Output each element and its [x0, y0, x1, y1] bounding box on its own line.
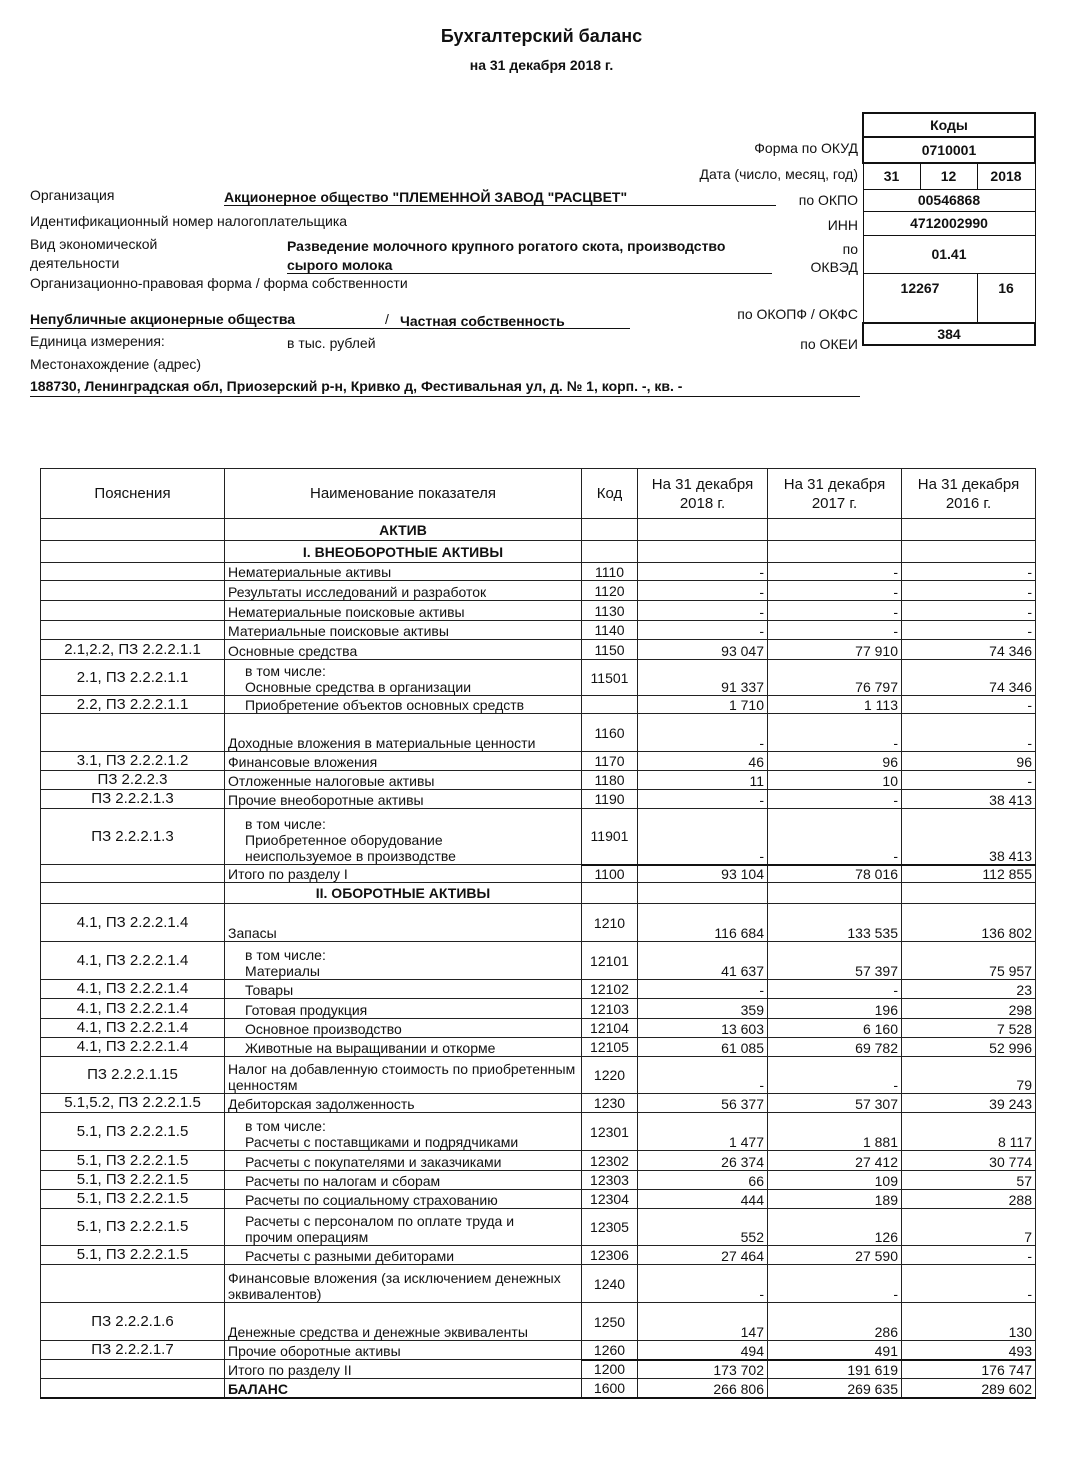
date-month: 12: [920, 163, 977, 189]
table-row: [41, 1057, 1036, 1094]
row-empty-cell: [902, 541, 1036, 563]
value-2018: 56 377: [638, 1094, 768, 1113]
row-explanation: 4.1, ПЗ 2.2.2.1.4: [41, 980, 225, 999]
table-row: [41, 771, 1036, 790]
balance-table-body: [41, 519, 1036, 1398]
row-name: Финансовые вложения: [225, 752, 582, 771]
row-name: Расчеты по социальному страхованию: [225, 1190, 582, 1209]
row-name: Итого по разделу I: [225, 865, 582, 883]
value-2017: 6 160: [768, 1019, 902, 1038]
table-row: [41, 1379, 1036, 1398]
table-row: [41, 904, 1036, 942]
row-code: 1160: [582, 714, 638, 752]
row-code: 1600: [582, 1379, 638, 1398]
activity-label-2: деятельности: [30, 255, 120, 271]
value-2016: 176 747: [902, 1360, 1036, 1379]
row-name: Нематериальные активы: [225, 563, 582, 581]
value-2016: 23: [902, 980, 1036, 999]
value-2018: 552: [638, 1209, 768, 1246]
value-2017: 96: [768, 752, 902, 771]
row-explanation: 2.1,2.2, ПЗ 2.2.2.1.1: [41, 640, 225, 660]
row-name: Дебиторская задолженность: [225, 1094, 582, 1113]
row-empty-cell: [902, 883, 1036, 904]
row-name: Запасы: [225, 904, 582, 942]
okopf-label: по ОКОПФ / ОКФС: [737, 306, 858, 322]
table-row: [41, 1151, 1036, 1171]
section-row: [41, 519, 1036, 541]
okved-code: 01.41: [863, 235, 1035, 273]
value-2017: -: [768, 563, 902, 581]
row-code: [582, 696, 638, 714]
table-row: [41, 1360, 1036, 1379]
okei-code: 384: [863, 323, 1035, 345]
value-2017: 1 881: [768, 1113, 902, 1151]
row-code: 1220: [582, 1057, 638, 1094]
value-2018: -: [638, 980, 768, 999]
value-2016: -: [902, 714, 1036, 752]
row-explanation: [41, 601, 225, 621]
row-empty-cell: [768, 541, 902, 563]
value-2017: 57 307: [768, 1094, 902, 1113]
value-2016: 38 413: [902, 790, 1036, 809]
value-2016: -: [902, 1265, 1036, 1303]
row-code: 12303: [582, 1171, 638, 1190]
row-name: в том числе: Приобретенное оборудование неиспользуемое в производстве: [225, 809, 582, 865]
value-2018: 66: [638, 1171, 768, 1190]
row-empty-cell: [582, 541, 638, 563]
value-2016: 288: [902, 1190, 1036, 1209]
value-2018: 147: [638, 1303, 768, 1341]
row-code: 1110: [582, 563, 638, 581]
row-code: 1130: [582, 601, 638, 621]
row-empty-cell: [638, 519, 768, 541]
row-explanation: [41, 581, 225, 601]
table-row: [41, 660, 1036, 696]
org-label: Организация: [30, 187, 115, 203]
value-2016: 52 996: [902, 1038, 1036, 1057]
row-name: Расчеты с персоналом по оплате труда и прочим операциям: [225, 1209, 582, 1246]
value-2018: 41 637: [638, 942, 768, 980]
table-row: [41, 980, 1036, 999]
address-label: Местонахождение (адрес): [30, 356, 202, 372]
row-code: 1230: [582, 1094, 638, 1113]
value-2018: -: [638, 809, 768, 865]
value-2018: 266 806: [638, 1379, 768, 1398]
row-name: Налог на добавленную стоимость по приобретенным ценностям: [225, 1057, 582, 1094]
value-2016: -: [902, 621, 1036, 640]
row-explanation: 4.1, ПЗ 2.2.2.1.4: [41, 942, 225, 980]
value-2018: -: [638, 1265, 768, 1303]
activity-line-1: Разведение молочного крупного рогатого скота, производство: [287, 238, 726, 254]
value-2017: -: [768, 980, 902, 999]
value-2017: 10: [768, 771, 902, 790]
row-explanation: 3.1, ПЗ 2.2.2.1.2: [41, 752, 225, 771]
row-empty-cell: [902, 519, 1036, 541]
row-explanation: [41, 1265, 225, 1303]
value-2018: -: [638, 563, 768, 581]
value-2016: 30 774: [902, 1151, 1036, 1171]
row-code: 1200: [582, 1360, 638, 1379]
value-2018: -: [638, 714, 768, 752]
row-explanation: ПЗ 2.2.2.3: [41, 771, 225, 790]
header-2018: На 31 декабря 2018 г.: [638, 469, 768, 519]
row-explanation: [41, 621, 225, 640]
row-code: 11501: [582, 660, 638, 696]
table-row: [41, 696, 1036, 714]
row-name: Прочие внеоборотные активы: [225, 790, 582, 809]
unit-label: Единица измерения:: [30, 333, 165, 349]
row-code: 1210: [582, 904, 638, 942]
row-explanation: [41, 1379, 225, 1398]
legal-form: Непубличные акционерные общества: [30, 311, 296, 327]
okopf-code: 12267: [863, 273, 977, 323]
value-2017: 191 619: [768, 1360, 902, 1379]
value-2016: -: [902, 1246, 1036, 1265]
row-empty-cell: [768, 519, 902, 541]
row-explanation: [41, 519, 225, 541]
row-code: 11901: [582, 809, 638, 865]
table-row: [41, 865, 1036, 883]
assets-heading: АКТИВ: [225, 519, 582, 541]
row-name: Готовая продукция: [225, 999, 582, 1019]
okpo-label: по ОКПО: [798, 192, 858, 208]
table-row: [41, 1019, 1036, 1038]
section-row: [41, 883, 1036, 904]
row-name: Животные на выращивании и откорме: [225, 1038, 582, 1057]
table-row: [41, 942, 1036, 980]
value-2018: 359: [638, 999, 768, 1019]
row-explanation: [41, 865, 225, 883]
row-name: Доходные вложения в материальные ценности: [225, 714, 582, 752]
table-row: [41, 621, 1036, 640]
value-2017: -: [768, 790, 902, 809]
header-2016: На 31 декабря 2016 г.: [902, 469, 1036, 519]
value-2016: 39 243: [902, 1094, 1036, 1113]
row-code: 12301: [582, 1113, 638, 1151]
value-2017: 133 535: [768, 904, 902, 942]
value-2018: 494: [638, 1341, 768, 1360]
row-explanation: [41, 1360, 225, 1379]
legal-form-separator: /: [385, 311, 389, 327]
section-heading: I. ВНЕОБОРОТНЫЕ АКТИВЫ: [225, 541, 582, 563]
row-code: 12103: [582, 999, 638, 1019]
row-code: 12105: [582, 1038, 638, 1057]
value-2017: 126: [768, 1209, 902, 1246]
okpo-code: 00546868: [863, 189, 1035, 211]
value-2017: -: [768, 581, 902, 601]
row-name: Нематериальные поисковые активы: [225, 601, 582, 621]
row-code: 1170: [582, 752, 638, 771]
value-2016: 8 117: [902, 1113, 1036, 1151]
row-empty-cell: [768, 883, 902, 904]
table-row: [41, 1303, 1036, 1341]
value-2017: 27 412: [768, 1151, 902, 1171]
row-code: 1140: [582, 621, 638, 640]
date-label: Дата (число, месяц, год): [699, 166, 858, 182]
okud-code: 0710001: [863, 137, 1035, 163]
row-explanation: [41, 563, 225, 581]
table-row: [41, 1171, 1036, 1190]
row-explanation: ПЗ 2.2.2.1.6: [41, 1303, 225, 1341]
table-row: [41, 1094, 1036, 1113]
row-name: Прочие оборотные активы: [225, 1341, 582, 1360]
row-explanation: ПЗ 2.2.2.1.15: [41, 1057, 225, 1094]
okei-label: по ОКЕИ: [800, 336, 858, 352]
section-row: [41, 541, 1036, 563]
header-explanations: Пояснения: [41, 469, 225, 519]
row-name: Денежные средства и денежные эквиваленты: [225, 1303, 582, 1341]
value-2018: 26 374: [638, 1151, 768, 1171]
value-2016: 7: [902, 1209, 1036, 1246]
row-explanation: 2.2, ПЗ 2.2.2.1.1: [41, 696, 225, 714]
value-2017: -: [768, 1057, 902, 1094]
value-2017: 1 113: [768, 696, 902, 714]
row-explanation: 4.1, ПЗ 2.2.2.1.4: [41, 1038, 225, 1057]
row-name: в том числе: Расчеты с поставщиками и подрядчиками: [225, 1113, 582, 1151]
row-name: Основные средства: [225, 640, 582, 660]
row-name: Основное производство: [225, 1019, 582, 1038]
value-2016: 74 346: [902, 660, 1036, 696]
value-2017: 27 590: [768, 1246, 902, 1265]
value-2017: 286: [768, 1303, 902, 1341]
value-2018: 116 684: [638, 904, 768, 942]
value-2017: 269 635: [768, 1379, 902, 1398]
row-name: Результаты исследований и разработок: [225, 581, 582, 601]
table-row: [41, 1113, 1036, 1151]
value-2018: 91 337: [638, 660, 768, 696]
row-explanation: 5.1,5.2, ПЗ 2.2.2.1.5: [41, 1094, 225, 1113]
row-name: в том числе: Материалы: [225, 942, 582, 980]
table-row: [41, 1246, 1036, 1265]
row-code: 1120: [582, 581, 638, 601]
table-row: [41, 1209, 1036, 1246]
inn-code: 4712002990: [863, 211, 1035, 235]
value-2016: 75 957: [902, 942, 1036, 980]
table-row: [41, 999, 1036, 1019]
row-name: Финансовые вложения (за исключением денежных эквивалентов): [225, 1265, 582, 1303]
value-2018: 61 085: [638, 1038, 768, 1057]
row-name: Расчеты с разными дебиторами: [225, 1246, 582, 1265]
address-value: 188730, Ленинградская обл, Приозерский р-н, Кривко д, Фестивальная ул, д. № 1, корп. -, кв. -: [30, 378, 860, 397]
okved-label-1: по: [842, 241, 858, 257]
value-2016: 74 346: [902, 640, 1036, 660]
table-row: [41, 790, 1036, 809]
activity-line-2: сырого молока: [287, 257, 772, 274]
row-code: 12304: [582, 1190, 638, 1209]
value-2017: -: [768, 714, 902, 752]
row-code: 12302: [582, 1151, 638, 1171]
table-row: [41, 563, 1036, 581]
value-2016: 289 602: [902, 1379, 1036, 1398]
value-2018: 93 047: [638, 640, 768, 660]
row-name: Отложенные налоговые активы: [225, 771, 582, 790]
date-day: 31: [863, 163, 920, 189]
row-code: 1250: [582, 1303, 638, 1341]
value-2016: 57: [902, 1171, 1036, 1190]
value-2016: 493: [902, 1341, 1036, 1360]
value-2017: 76 797: [768, 660, 902, 696]
row-code: 1190: [582, 790, 638, 809]
okfs-code: 16: [977, 273, 1035, 323]
row-name: Приобретение объектов основных средств: [225, 696, 582, 714]
row-name: в том числе: Основные средства в организации: [225, 660, 582, 696]
unit-value: в тыс. рублей: [287, 335, 376, 351]
row-explanation: 4.1, ПЗ 2.2.2.1.4: [41, 1019, 225, 1038]
value-2016: 79: [902, 1057, 1036, 1094]
value-2017: 57 397: [768, 942, 902, 980]
row-explanation: 5.1, ПЗ 2.2.2.1.5: [41, 1151, 225, 1171]
row-explanation: 4.1, ПЗ 2.2.2.1.4: [41, 904, 225, 942]
report-date: на 31 декабря 2018 г.: [469, 57, 614, 73]
value-2018: 93 104: [638, 865, 768, 883]
value-2018: 27 464: [638, 1246, 768, 1265]
value-2017: -: [768, 809, 902, 865]
balance-table: [40, 468, 1036, 1399]
value-2017: 77 910: [768, 640, 902, 660]
value-2018: -: [638, 581, 768, 601]
row-explanation: [41, 714, 225, 752]
table-row: [41, 1190, 1036, 1209]
value-2016: 96: [902, 752, 1036, 771]
section-heading: II. ОБОРОТНЫЕ АКТИВЫ: [225, 883, 582, 904]
value-2018: -: [638, 601, 768, 621]
value-2017: 196: [768, 999, 902, 1019]
value-2018: 11: [638, 771, 768, 790]
value-2016: 136 802: [902, 904, 1036, 942]
row-code: 12306: [582, 1246, 638, 1265]
row-explanation: 5.1, ПЗ 2.2.2.1.5: [41, 1246, 225, 1265]
table-row: [41, 581, 1036, 601]
header-2017: На 31 декабря 2017 г.: [768, 469, 902, 519]
value-2017: -: [768, 1265, 902, 1303]
row-code: 12305: [582, 1209, 638, 1246]
value-2016: -: [902, 696, 1036, 714]
row-name: Материальные поисковые активы: [225, 621, 582, 640]
document-title: Бухгалтерский баланс: [440, 26, 643, 46]
inn-label: Идентификационный номер налогоплательщика: [30, 213, 348, 229]
table-row: [41, 752, 1036, 771]
value-2016: -: [902, 563, 1036, 581]
table-row: [41, 601, 1036, 621]
value-2016: 7 528: [902, 1019, 1036, 1038]
table-row: [41, 640, 1036, 660]
header-code: Код: [582, 469, 638, 519]
value-2018: 1 710: [638, 696, 768, 714]
table-row: [41, 1265, 1036, 1303]
row-empty-cell: [582, 519, 638, 541]
value-2018: -: [638, 621, 768, 640]
value-2017: 69 782: [768, 1038, 902, 1057]
value-2016: 112 855: [902, 865, 1036, 883]
table-row: [41, 809, 1036, 865]
row-explanation: ПЗ 2.2.2.1.3: [41, 809, 225, 865]
legal-form-label: Организационно-правовая форма / форма собственности: [30, 275, 408, 291]
activity-label-1: Вид экономической: [30, 236, 158, 252]
row-code: 1260: [582, 1341, 638, 1360]
row-name: Расчеты с покупателями и заказчиками: [225, 1151, 582, 1171]
row-explanation: 2.1, ПЗ 2.2.2.1.1: [41, 660, 225, 696]
value-2018: 46: [638, 752, 768, 771]
row-code: 1150: [582, 640, 638, 660]
value-2017: 78 016: [768, 865, 902, 883]
value-2016: 130: [902, 1303, 1036, 1341]
row-code: 1100: [582, 865, 638, 883]
value-2018: -: [638, 790, 768, 809]
value-2018: 13 603: [638, 1019, 768, 1038]
row-explanation: [41, 541, 225, 563]
org-name: Акционерное общество "ПЛЕМЕННОЙ ЗАВОД "РАСЦВЕТ": [224, 189, 776, 206]
value-2017: -: [768, 621, 902, 640]
row-explanation: 5.1, ПЗ 2.2.2.1.5: [41, 1171, 225, 1190]
date-year: 2018: [977, 163, 1035, 189]
value-2017: 189: [768, 1190, 902, 1209]
codes-heading: Коды: [863, 113, 1035, 137]
value-2017: 109: [768, 1171, 902, 1190]
row-explanation: ПЗ 2.2.2.1.7: [41, 1341, 225, 1360]
row-code: 1240: [582, 1265, 638, 1303]
row-explanation: 4.1, ПЗ 2.2.2.1.4: [41, 999, 225, 1019]
ownership-form: Частная собственность: [400, 313, 565, 329]
row-empty-cell: [638, 541, 768, 563]
row-code: 1180: [582, 771, 638, 790]
value-2016: -: [902, 581, 1036, 601]
value-2017: 491: [768, 1341, 902, 1360]
row-name: Расчеты по налогам и сборам: [225, 1171, 582, 1190]
row-code: 12101: [582, 942, 638, 980]
row-explanation: [41, 883, 225, 904]
value-2018: -: [638, 1057, 768, 1094]
row-code: 12102: [582, 980, 638, 999]
value-2018: 173 702: [638, 1360, 768, 1379]
row-name: Итого по разделу II: [225, 1360, 582, 1379]
row-empty-cell: [582, 883, 638, 904]
row-name: БАЛАНС: [225, 1379, 582, 1398]
table-row: [41, 1341, 1036, 1360]
value-2016: 38 413: [902, 809, 1036, 865]
table-row: [41, 1038, 1036, 1057]
value-2016: 298: [902, 999, 1036, 1019]
value-2018: 1 477: [638, 1113, 768, 1151]
row-name: Товары: [225, 980, 582, 999]
value-2018: 444: [638, 1190, 768, 1209]
value-2016: -: [902, 771, 1036, 790]
row-explanation: 5.1, ПЗ 2.2.2.1.5: [41, 1113, 225, 1151]
row-explanation: 5.1, ПЗ 2.2.2.1.5: [41, 1209, 225, 1246]
inn-code-label: ИНН: [827, 217, 858, 233]
row-code: 12104: [582, 1019, 638, 1038]
okved-label-2: ОКВЭД: [810, 259, 858, 275]
row-empty-cell: [638, 883, 768, 904]
okud-label: Форма по ОКУД: [754, 140, 858, 156]
codes-box: [862, 112, 1036, 346]
value-2016: -: [902, 601, 1036, 621]
header-name: Наименование показателя: [225, 469, 582, 519]
value-2017: -: [768, 601, 902, 621]
row-explanation: ПЗ 2.2.2.1.3: [41, 790, 225, 809]
table-row: [41, 714, 1036, 752]
row-explanation: 5.1, ПЗ 2.2.2.1.5: [41, 1190, 225, 1209]
